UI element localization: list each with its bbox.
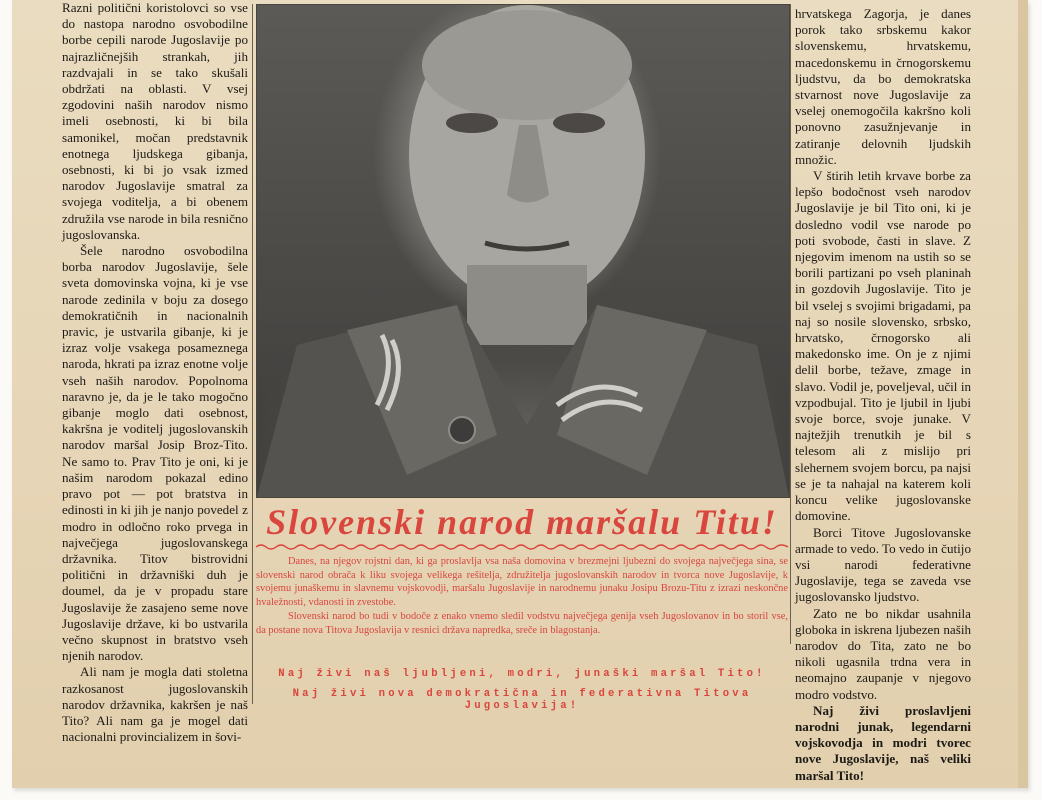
right-paragraph-3: Borci Titove Jugoslovanske armade to vedo. To vedo in čutijo vsi narodi federativne Jugoslavije, tega se zaveda vse jugoslovansko ljudstvo. (795, 524, 971, 605)
slogan-1: Naj živi naš ljubljeni, modri, junaški maršal Tito! (278, 668, 766, 680)
lead-text (256, 555, 788, 637)
button-icon (449, 417, 475, 443)
newspaper-page (12, 0, 1028, 788)
right-text-column (795, 6, 971, 783)
right-paragraph-5: Naj živi proslavljeni narodni junak, legendarni vojskovodja in modri tvorec nove Jugoslavije, naš veliki maršal Tito! (795, 702, 971, 783)
column-rule-left (252, 4, 253, 704)
forehead-shape (422, 10, 632, 120)
right-paragraph-2: V štirih letih krvave borbe za lepšo bodočnost vseh narodov Jugoslavije je bil Tito oni, ki je dosledno vodil vse narode po poti svobode, časti in slave. Z njegovim imenom na ustih so se borili partizani po vseh planinah in gozdovih Jugoslavije. Tito je bil vselej s svojimi brigadami, pa naj so nosile slovensko, srbsko, hrvatsko, črnogorsko ali makedonsko ime. On je z njimi delil borbe, težave, zmage in slavo. Vodil je, poveljeval, učil in vzpodbujal. Tito je ljubil in ljubi svoje borce, svoje junake. V najtežjih trenutkih je bil s telesom ali z mislijo pri slehernem svojem borcu, pa najsi se je ta nahajal na katerem koli koncu velike jugoslovanske domovine. (795, 168, 971, 524)
portrait-illustration (257, 5, 789, 497)
portrait-photo (256, 4, 790, 498)
left-text-column (62, 0, 248, 745)
lead-paragraph-1: Danes, na njegov rojstni dan, ki ga proslavlja vsa naša domovina v brezmejni ljubezni do svojega največjega sina, se slovenski narod obrača k liku svojega velikega rešitelja, združitelja jugoslovanskih narodov in tvorca nove Jugoslavije, k svojemu junaškemu in slavnemu vojskovodji, maršalu Jugoslavije in narodnemu junaku Josipu Brozu-Titu z izrazi neskončne hvaležnosti, vdanosti in zvestobe. (256, 556, 788, 609)
right-paragraph-1: hrvatskega Zagorja, je danes porok tako srbskemu kakor slovenskemu, hrvatskemu, macedonskemu in črnogorskemu ljudstvu, da bo demokratska stvarnost nove Jugoslavije za vselej onemogočila kakršno koli ponovno zasužnjevanje in zatiranje delovnih ljudskih množic. (795, 6, 971, 167)
left-paragraph-2: Šele narodno osvobodilna borba narodov Jugoslavije, šele sveta domovinska vojna, ki je vse narode zedinila v boju za dosego demokratičnih in nacionalnih pravic, je ustvarila gibanje, ki je izraz volje vsakega posameznega naroda, hkrati pa izraz enotne volje vseh naših narodov. Popolnoma naravno je, da je le tako mogočno gibanje moglo dati osebnost, kakršna je voditelj jugoslovanskih narodov maršal Josip Broz-Tito. Ne samo to. Prav Tito je oni, ki je našim narodom pokazal edino pravo pot — pot bratstva in edinosti in ki jih je nanjo povedel z modro in odločno roko prvega in največjega jugoslovanskega državnika. Titov bistrovidni politični in državniški duh je doumel, da je v propadu stare Jugoslavije že zasajeno seme nove Jugoslavije države, ki bo ustvarila večno skupnost in bratstvo vseh njenih narodov. (62, 243, 248, 664)
left-paragraph-1: Razni politični koristolovci so vse do nastopa narodno osvobodilne borbe cepili narode Jugoslavije po najrazličnejših strankah, jih razdvajali in se tako skušali obdržati na oblasti. V vsej zgodovini naših narodov nismo imeli osebnosti, ki bi bila samonikel, močan predstavnik enotnega ljudskega gibanja, osebnosti, ki bi jo vsak izmed narodov Jugoslavije smatral za svojega voditelja, a bi obenem združila vse narode in bila resnično jugoslovanska. (62, 0, 248, 242)
headline: Slovenski narod maršalu Titu! (266, 502, 778, 542)
lead-paragraph-2: Slovenski narod bo tudi v bodoče z enako vnemo sledil vodstvu največjega genija vseh Jugoslovanov in bo storil vse, da postane nova Titova Jugoslavija v resnici država napredka, sreče in blagostanja. (256, 610, 788, 636)
left-eye-shape (446, 113, 498, 133)
neck-shape (467, 265, 587, 345)
right-paragraph-4: Zato ne bo nikdar usahnila globoka in iskrena ljubezen naših narodov do Tita, zato ne bo nikoli ugasnila trdna vera in neomajno zaupanje v njegovo modro vodstvo. (795, 605, 971, 702)
paper-edge (1018, 0, 1028, 788)
column-rule-right (790, 4, 791, 644)
left-paragraph-3: Ali nam je mogla dati stoletna razkosanost jugoslovanskih narodov državnika, kakršen je naš Tito? Ali nam ga je mogel dati nacionalni provincializem in šovi- (62, 664, 248, 745)
wavy-rule (256, 543, 788, 551)
right-eye-shape (553, 113, 605, 133)
slogan-2: Naj živi nova demokratična in federativna Titova Jugoslavija! (292, 688, 752, 712)
